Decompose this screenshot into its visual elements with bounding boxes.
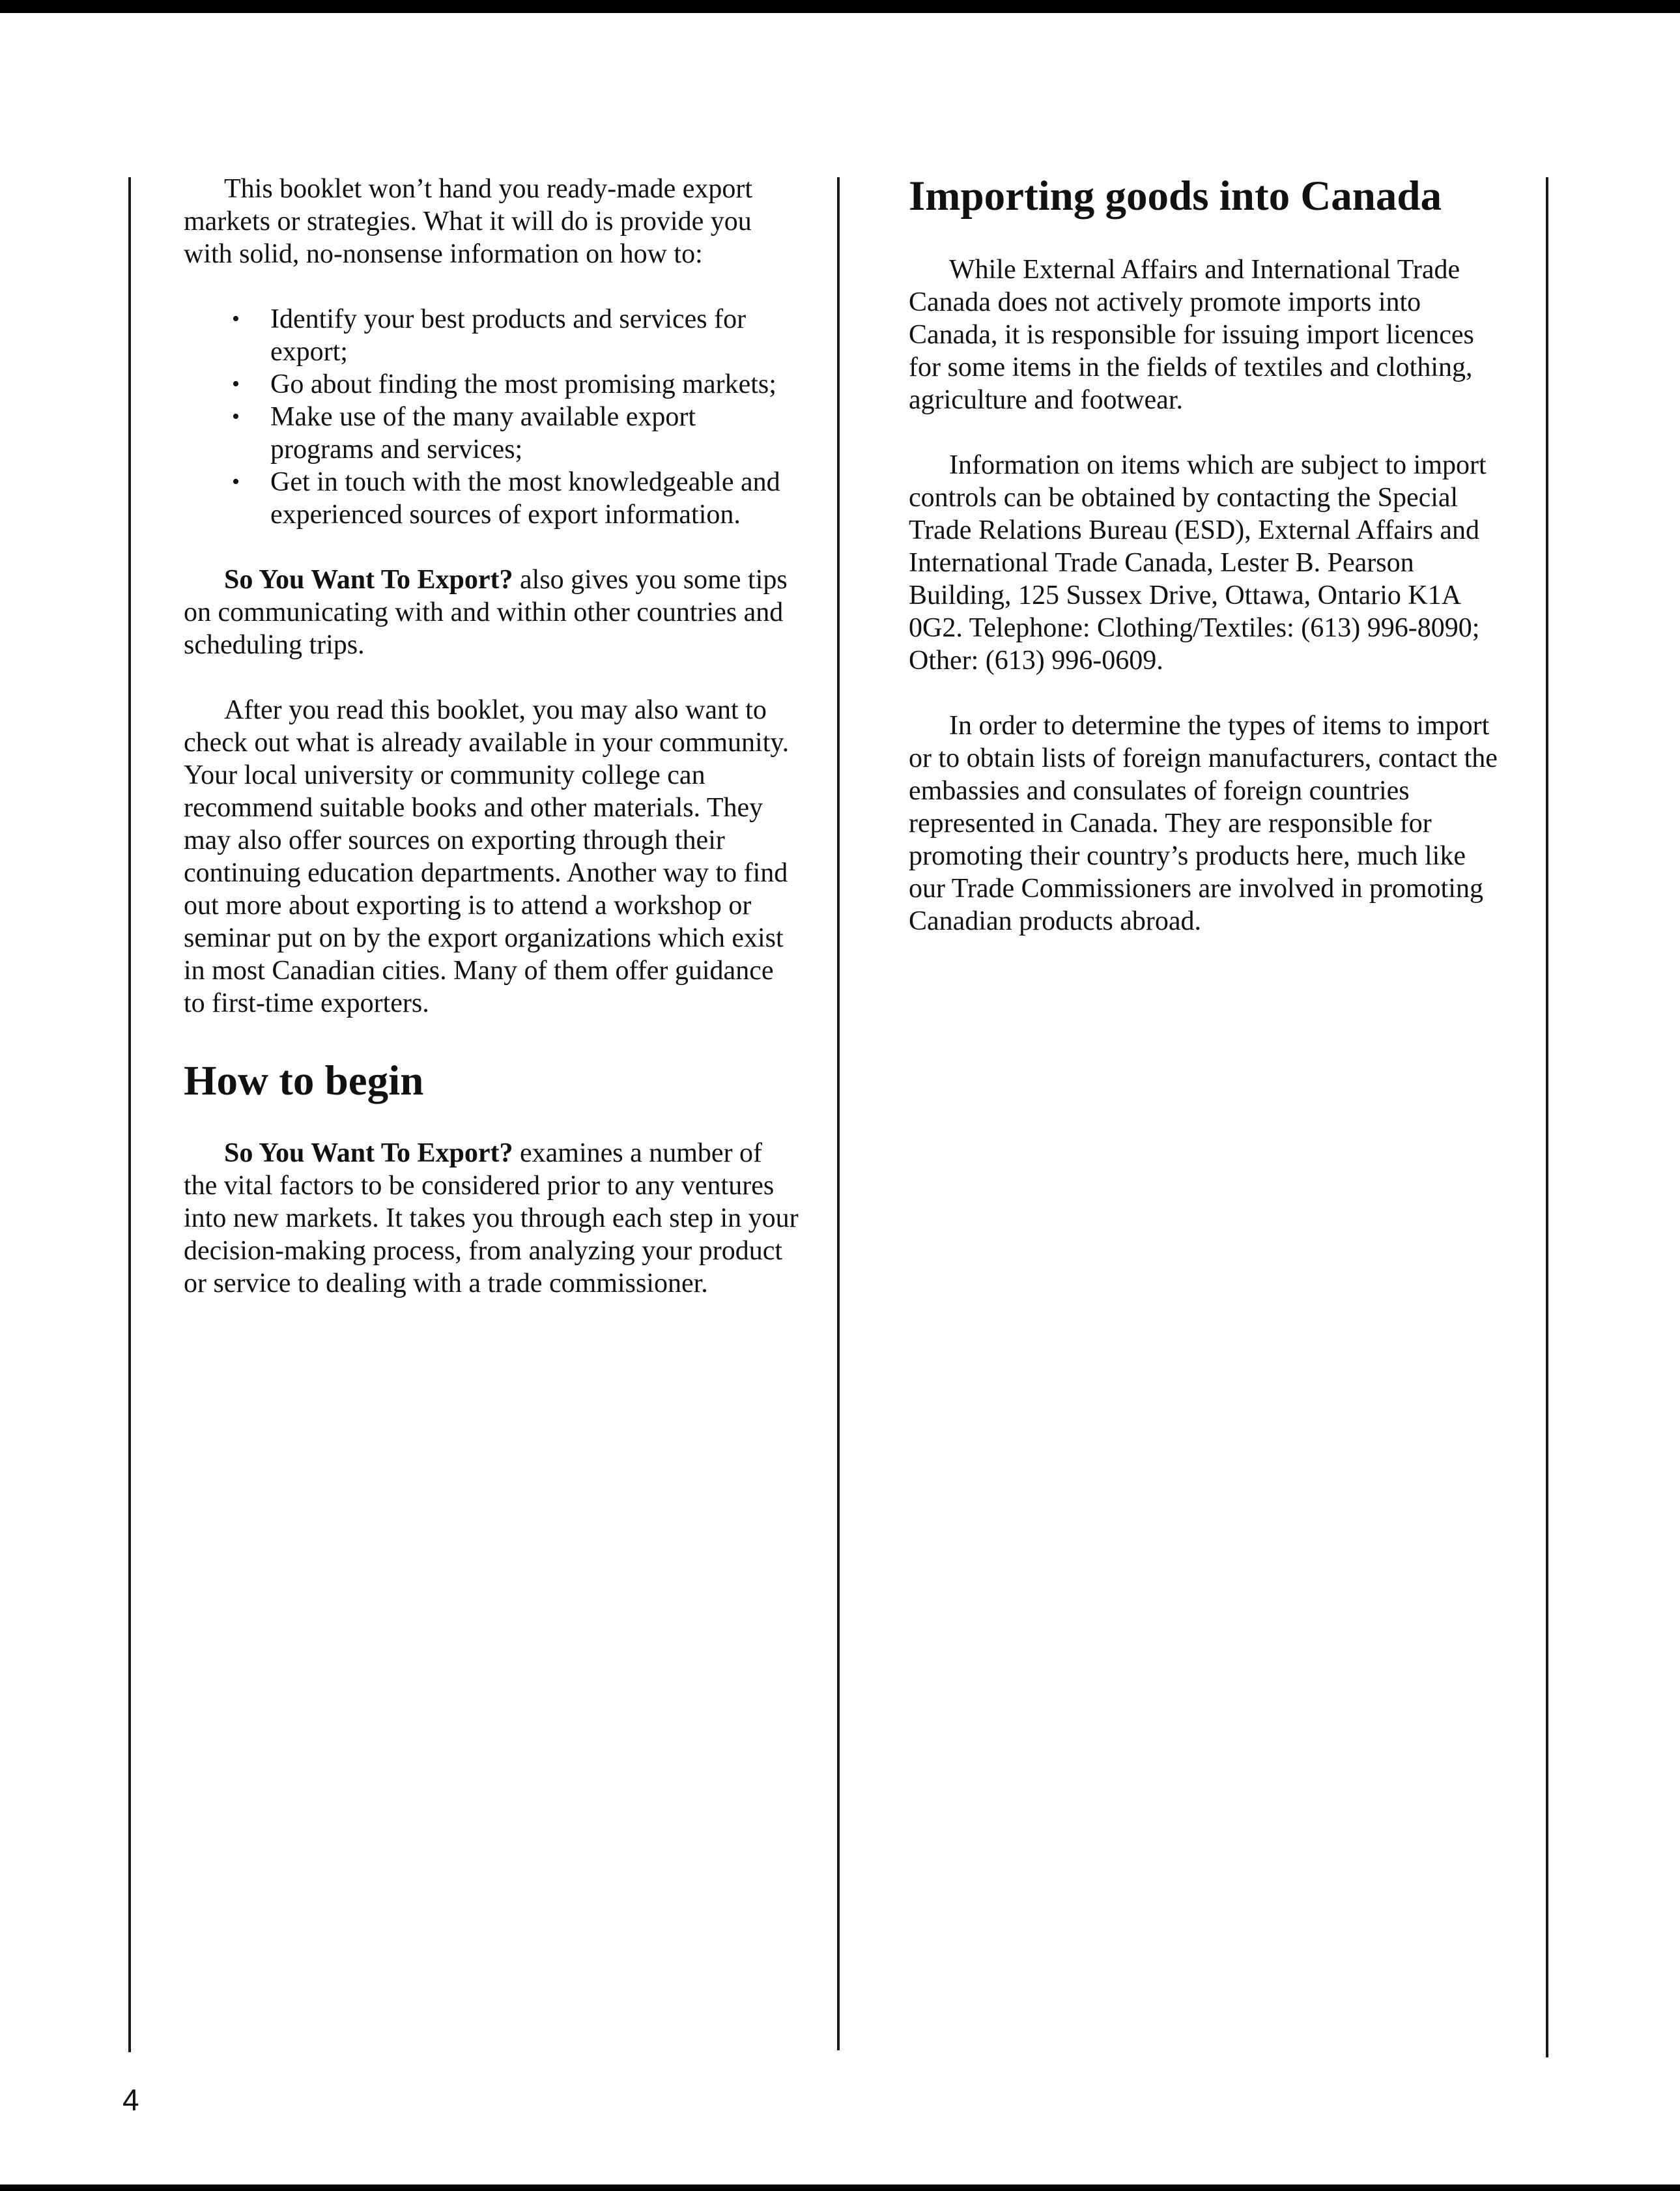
- begin-paragraph: [184, 1137, 799, 1300]
- list-item-text: Identify your best products and services for export;: [270, 304, 747, 367]
- list-item: [184, 303, 799, 368]
- list-item-text: Go about finding the most promising markets;: [270, 369, 776, 399]
- list-item: [184, 401, 799, 466]
- scan-edge-bottom: [0, 2184, 1680, 2191]
- export-topics-list: [184, 303, 799, 531]
- booklet-title: So You Want To Export?: [224, 1138, 513, 1168]
- page-number: 4: [122, 2083, 139, 2117]
- how-to-begin-heading: How to begin: [184, 1057, 424, 1104]
- list-item-text: Get in touch with the most knowledgeable and experienced sources of export information.: [270, 467, 780, 530]
- left-margin-rule: [128, 177, 131, 2052]
- left-column: [184, 173, 799, 1300]
- scan-edge-top: [0, 0, 1680, 13]
- import-licences-paragraph: While External Affairs and International Trade Canada does not actively promote imports into Canada, it is responsible for issuing import licences for some items in the fields of textiles and clothing, agriculture and footwear.: [909, 255, 1474, 415]
- list-item-text: Make use of the many available export programs and services;: [270, 402, 696, 465]
- bullet-icon: •: [232, 372, 240, 396]
- right-margin-rule: [1546, 177, 1548, 2057]
- bullet-icon: •: [232, 405, 240, 429]
- intro-paragraph: This booklet won’t hand you ready-made export markets or strategies. What it will do is provide you with solid, no-nonsense information on how to:: [184, 174, 753, 269]
- import-controls-paragraph: Information on items which are subject to import controls can be obtained by contacting the Special Trade Relations Bureau (ESD), External Affairs and International Trade Canada, Lester B. Pearson Building, 125 Sussex Drive, Ottawa, Ontario K1A 0G2. Telephone: Clothing/Textiles: (613) 996-8090; Other: (613) 996-0609.: [909, 450, 1487, 676]
- bullet-icon: •: [232, 307, 240, 331]
- tips-text: also gives you some tips on communicating with and within other countries and scheduling trips.: [184, 565, 788, 660]
- list-item: [184, 368, 799, 401]
- bullet-icon: •: [232, 470, 240, 494]
- column-divider-rule: [837, 177, 840, 2050]
- importing-heading: Importing goods into Canada: [909, 173, 1442, 220]
- tips-paragraph: [184, 564, 799, 661]
- list-item: [184, 466, 799, 531]
- foreign-manufacturers-paragraph: In order to determine the types of items to import or to obtain lists of foreign manufacturers, contact the embassies and consulates of foreign countries represented in Canada. They are responsible for promoting their country’s products here, much like our Trade Commissioners are involved in promoting Canadian products abroad.: [909, 711, 1498, 936]
- booklet-title: So You Want To Export?: [224, 565, 513, 595]
- after-reading-paragraph: After you read this booklet, you may also want to check out what is already available in your community. Your local university or community college can recommend suitable books and other materials. They may also offer sources on exporting through their continuing education departments. Another way to find out more about exporting is to attend a workshop or seminar put on by the export organizations which exist in most Canadian cities. Many of them offer guidance to first-time exporters.: [184, 695, 790, 1018]
- begin-text: examines a number of the vital factors to be considered prior to any ventures into new markets. It takes you through each step in your decision-making process, from analyzing your product or service to dealing with a trade commissioner.: [184, 1138, 799, 1298]
- right-column: [909, 173, 1498, 938]
